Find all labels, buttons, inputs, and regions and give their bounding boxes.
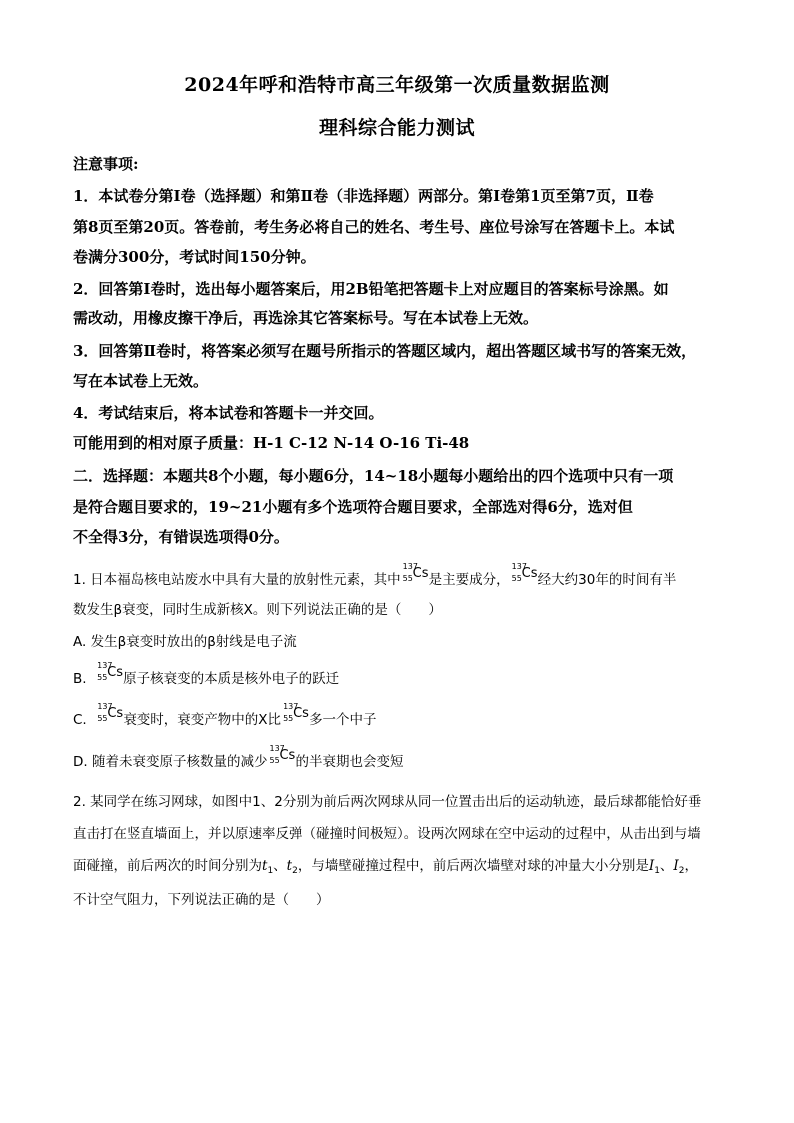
notice-item4: 4．考试结束后，将本试卷和答题卡一并交回。 [73,404,384,422]
q2-line3-b: ，与墙壁碰撞过程中，前后两次墙壁对球的冲量大小分别是 [297,858,649,874]
q1-option-c [73,702,377,728]
option-c-text-a: 衰变时，衰变产物中的X比 [123,712,282,728]
cs137-isotope [510,562,538,586]
sub-2: 2 [292,866,298,876]
var-t: t [262,858,268,874]
isotope-mass: 137 [511,562,527,571]
section-intro-line1: 二．选择题：本题共8个小题，每小题6分，14~18小题每小题给出的四个选项中只有一项 [73,467,674,485]
notice-heading: 注意事项: [73,155,139,173]
q2-line2: 直击打在竖直墙面上，并以原速率反弹（碰撞时间极短）。设两次网球在空中运动的过程中，从击出到与墙 [73,826,701,842]
sub-2: 2 [678,866,685,876]
isotope-z: 55 [97,673,108,682]
section-intro-line2: 是符合题目要求的，19~21小题有多个选项符合题目要求，全部选对得6分，选对但 [73,498,633,516]
q1-stem-b: 是主要成分， [428,572,510,588]
q2-line3-c: ， [684,858,698,874]
notice-item2-line2: 需改动，用橡皮擦干净后，再选涂其它答案标号。写在本试卷上无效。 [73,309,539,327]
isotope-z: 55 [97,714,108,723]
var-i: I [648,858,655,874]
separator: 、 [659,858,674,874]
notice-item3-line1: 3．回答第Ⅱ卷时，将答案必须写在题号所指示的答题区域内，超出答题区域书写的答案无效， [73,342,697,360]
q2-line1: 2. 某同学在练习网球，如图中1、2分别为前后两次网球从同一位置击出后的运动轨迹，最后球都能恰好垂 [73,794,702,810]
sub-1: 1 [267,866,274,876]
isotope-symbol: Cs [107,665,124,680]
exam-title: 2024年呼和浩特市高三年级第一次质量数据监测 [184,74,610,96]
cs137-isotope [95,702,124,726]
notice-item1-line3: 卷满分300分，考试时间150分钟。 [73,248,316,266]
option-c-text-b: 多一个中子 [309,712,377,728]
section-intro-line3: 不全得3分，有错误选项得0分。 [73,528,289,546]
q1-stem-a: 1. 日本福岛核电站废水中具有大量的放射性元素，其中 [73,572,401,588]
sub-1: 1 [654,866,660,876]
isotope-symbol: Cs [521,566,538,581]
q1-option-a: A. 发生β衰变时放出的β射线是电子流 [73,634,297,650]
atomic-masses: 可能用到的相对原子质量：H-1 C-12 N-14 O-16 Ti-48 [73,434,470,452]
notice-item2-line1: 2．回答第Ⅰ卷时，选出每小题答案后，用2B铅笔把答题卡上对应题目的答案标号涂黑。如 [73,280,669,298]
isotope-z: 55 [283,714,294,723]
option-b-label: B. [73,671,87,687]
option-b-text: 原子核衰变的本质是核外电子的跃迁 [123,671,340,687]
isotope-z: 55 [511,574,522,583]
option-d-text-b: 的半衰期也会变短 [295,754,404,770]
isotope-z: 55 [269,756,280,765]
cs137-isotope [267,744,296,768]
isotope-z: 55 [402,574,413,583]
q1-stem-line2: 数发生β衰变，同时生成新核X。则下列说法正确的是（ ） [73,602,442,618]
q1-stem-c: 经大约30年的时间有半 [537,572,677,588]
isotope-symbol: Cs [293,706,309,721]
q1-option-b [73,661,340,687]
var-i: I [673,858,679,874]
notice-item1-line1: 1．本试卷分第Ⅰ卷（选择题）和第Ⅱ卷（非选择题）两部分。第Ⅰ卷第1页至第7页，Ⅱ卷 [73,187,654,205]
q2-line3-a: 面碰撞，前后两次的时间分别为 [73,858,262,874]
option-d-text-a: D. 随着未衰变原子核数量的减少 [73,754,268,770]
q2-line4: 不计空气阻力，下列说法正确的是（ ） [73,892,330,908]
isotope-symbol: Cs [107,706,124,721]
isotope-mass: 137 [283,702,299,711]
q1-stem-line1 [73,562,677,588]
notice-item1-line2: 第8页至第20页。答卷前，考生务必将自己的姓名、考生号、座位号涂写在答题卡上。本试 [73,218,675,236]
var-t: t [286,858,293,874]
isotope-mass: 137 [97,661,113,670]
isotope-symbol: Cs [279,748,296,763]
exam-subtitle: 理科综合能力测试 [318,117,475,139]
notice-item3-line2: 写在本试卷上无效。 [73,372,209,390]
q2-line3 [73,854,698,876]
isotope-mass: 137 [97,702,113,711]
q1-option-d [73,744,404,770]
cs137-isotope [281,702,309,726]
option-c-label: C. [73,712,87,728]
separator: 、 [273,858,287,874]
cs137-isotope [401,562,429,586]
isotope-mass: 137 [269,744,285,753]
isotope-mass: 137 [402,562,418,571]
isotope-symbol: Cs [412,566,429,581]
cs137-isotope [95,661,124,685]
